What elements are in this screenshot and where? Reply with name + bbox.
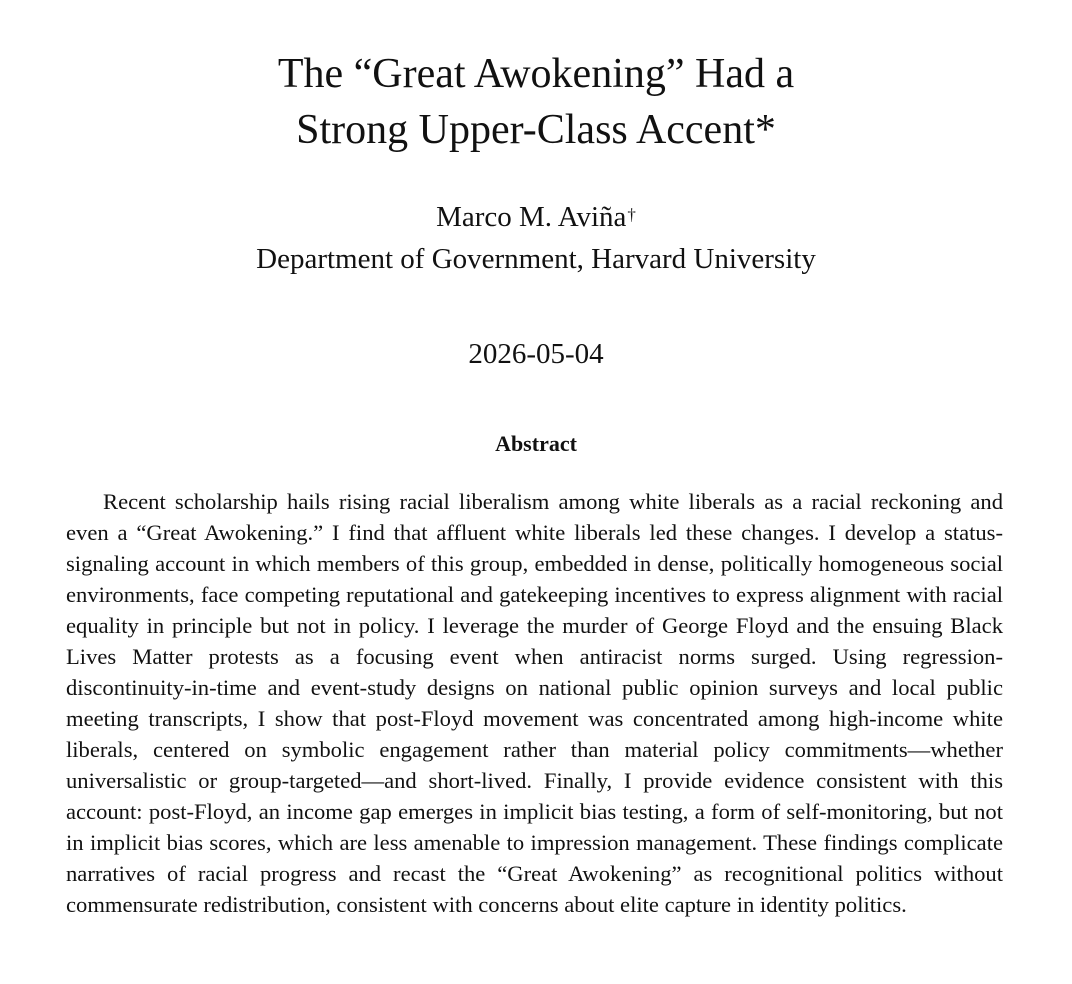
author-affiliation: Department of Government, Harvard University — [256, 243, 816, 275]
author-name-line — [0, 196, 1072, 238]
title-line-2: Strong Upper-Class Accent* — [296, 107, 776, 153]
author-footnote-mark: † — [627, 205, 636, 224]
abstract-body: Recent scholarship hails rising racial liberalism among white liberals as a racial reckoning and even a “Great Awokening.” I find that affluent white liberals led these changes. I develop a status-signaling account in which members of this group, embedded in dense, politically homogeneous social environments, face competing reputational and gatekeeping incentives to express alignment with racial equality in principle but not in policy. I leverage the murder of George Floyd and the ensuing Black Lives Matter protests as a focusing event when antiracist norms surged. Using regression-discontinuity-in-time and event-study designs on national public opinion surveys and local public meeting transcripts, I show that post-Floyd movement was concentrated among high-income white liberals, centered on symbolic engagement rather than material policy commitments—whether universalistic or group-targeted—and short-lived. Finally, I provide evidence consistent with this account: post-Floyd, an income gap emerges in implicit bias testing, a form of self-monitoring, but not in implicit bias scores, which are less amenable to impression management. These findings complicate narratives of racial progress and recast the “Great Awokening” as recognitional politics without commensurate redistribution, consistent with concerns about elite capture in identity politics. — [66, 489, 1003, 917]
abstract-heading: Abstract — [495, 431, 577, 456]
paper-title — [0, 46, 1072, 158]
paper-date: 2026-05-04 — [468, 338, 604, 370]
author-name: Marco M. Aviña — [436, 201, 627, 233]
title-line-1: The “Great Awokening” Had a — [277, 51, 795, 97]
author-block — [0, 196, 1072, 280]
